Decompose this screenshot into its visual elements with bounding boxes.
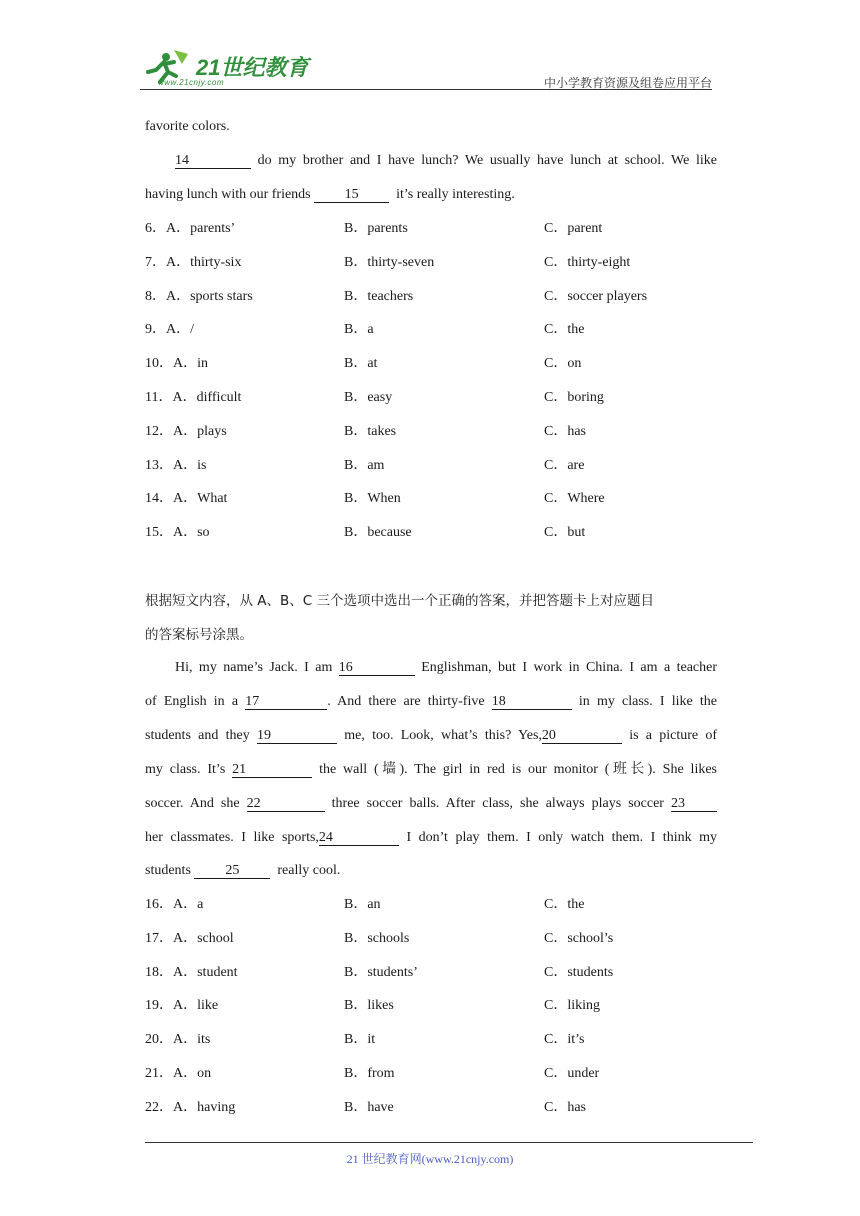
question-row: 18．A．student B．students’ C．students bbox=[145, 965, 614, 980]
blank-19: 19 bbox=[257, 728, 337, 744]
footer-divider bbox=[145, 1142, 753, 1143]
page-header bbox=[140, 44, 712, 90]
question-row: 19．A．like B．likes C．liking bbox=[145, 998, 601, 1013]
passage1-text: having lunch with our friends bbox=[145, 187, 311, 202]
header-divider bbox=[140, 89, 712, 90]
passage2-line2: of English in a 17 . And there are thirty-five 18 in my class. I like the bbox=[145, 694, 718, 709]
blank-18: 18 bbox=[492, 694, 572, 710]
instruction-line1: 根据短文内容，从 A、B、C 三个选项中选出一个正确的答案，并把答题卡上对应题目 bbox=[145, 593, 655, 609]
passage1-line3 bbox=[145, 185, 515, 205]
logo-text: 21世纪教育 bbox=[196, 55, 309, 80]
blank-14: 14 bbox=[175, 153, 251, 169]
passage1-text: it’s really interesting. bbox=[396, 187, 515, 202]
passage2-line3: students and they 19 me, too. Look, what’s this? Yes,20 is a picture of bbox=[145, 728, 718, 743]
passage2-line6: her classmates. I like sports,24 I don’t play them. I only watch them. I think my bbox=[145, 830, 717, 845]
blank-24: 24 bbox=[319, 830, 399, 846]
passage2-line7: students 25 really cool. bbox=[145, 863, 341, 878]
passage2-line1: Hi, my name’s Jack. I am 16 Englishman, but I work in China. I am a teacher bbox=[175, 660, 718, 675]
blank-22: 22 bbox=[247, 796, 325, 812]
question-row: 7．A．thirty-six B．thirty-seven C．thirty-eight bbox=[145, 255, 631, 270]
question-row: 8．A．sports stars B．teachers C．soccer players bbox=[145, 289, 648, 304]
blank-20: 20 bbox=[542, 728, 622, 744]
logo-url: www.21cnjy.com bbox=[158, 78, 224, 87]
page-footer: 21 世纪教育网(www.21cnjy.com) bbox=[346, 1152, 514, 1166]
passage2-line5: soccer. And she 22 three soccer balls. After class, she always plays soccer 23 bbox=[145, 794, 717, 814]
blank-21: 21 bbox=[232, 762, 312, 778]
question-row: 14．A．What B．When C．Where bbox=[145, 491, 605, 506]
instruction-line2: 的答案标号涂黑。 bbox=[145, 627, 253, 643]
header-tagline: 中小学教育资源及组卷应用平台 bbox=[543, 76, 712, 90]
passage1-text: do my brother and I have lunch? We usually have lunch at school. We like bbox=[257, 153, 717, 168]
blank-23: 23 bbox=[671, 796, 717, 812]
question-row: 17．A．school B．schools C．school’s bbox=[145, 931, 614, 946]
question-row: 16．A．a B．an C．the bbox=[145, 897, 585, 912]
blank-17: 17 bbox=[245, 694, 327, 710]
question-row: 13．A．is B．am C．are bbox=[145, 458, 585, 473]
question-row: 10．A．in B．at C．on bbox=[145, 356, 582, 371]
question-row: 6．A．parents’ B．parents C．parent bbox=[145, 221, 603, 236]
question-row: 15．A．so B．because C．but bbox=[145, 525, 586, 540]
passage2-line4: my class. It’s 21 the wall (墙). The girl in red is our monitor (班长). She likes bbox=[145, 762, 718, 777]
passage1-line2 bbox=[145, 151, 717, 171]
site-logo bbox=[140, 44, 310, 90]
blank-25: 25 bbox=[194, 863, 270, 879]
question-row: 20．A．its B．it C．it’s bbox=[145, 1032, 585, 1047]
question-row: 21．A．on B．from C．under bbox=[145, 1066, 600, 1081]
question-row: 12．A．plays B．takes C．has bbox=[145, 424, 586, 439]
question-row: 22．A．having B．have C．has bbox=[145, 1100, 586, 1115]
question-row: 9．A．/ B．a C．the bbox=[145, 322, 585, 337]
passage1-line1: favorite colors. bbox=[145, 119, 230, 134]
blank-15: 15 bbox=[314, 187, 389, 203]
question-row: 11．A．difficult B．easy C．boring bbox=[145, 390, 604, 405]
blank-16: 16 bbox=[339, 660, 415, 676]
